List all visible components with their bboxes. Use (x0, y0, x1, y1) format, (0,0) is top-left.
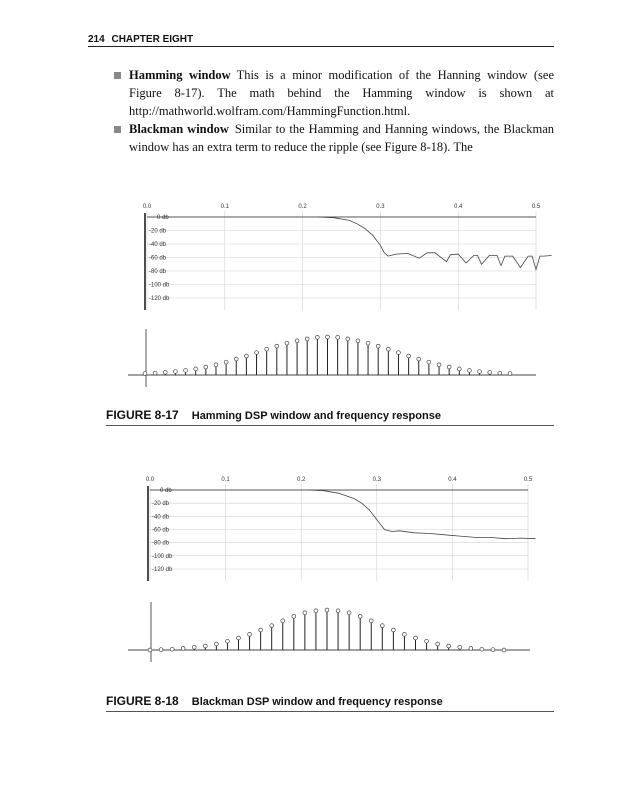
stem-marker (488, 370, 492, 374)
bullet-term: Hamming window (129, 68, 231, 82)
y-tick-label: 0 db (160, 488, 172, 494)
stem-marker (502, 648, 506, 652)
stem-marker (498, 371, 502, 375)
stem-marker (380, 624, 384, 628)
stem-marker (346, 337, 350, 341)
stem-marker (458, 645, 462, 649)
stem-marker (480, 647, 484, 651)
stem-marker (214, 363, 218, 367)
stem-marker (437, 363, 441, 367)
stem-marker (226, 639, 230, 643)
y-tick-label: -120 db (149, 296, 170, 302)
stem-marker (170, 647, 174, 651)
stem-marker (143, 372, 147, 376)
y-tick-label: -120 db (152, 567, 173, 573)
y-tick-label: 0 db (157, 215, 169, 221)
x-tick-label: 0.4 (454, 204, 463, 210)
y-tick-label: -80 db (149, 269, 167, 275)
stem-marker (356, 339, 360, 343)
stem-marker (259, 628, 263, 632)
stem-marker (425, 639, 429, 643)
x-tick-label: 0.0 (142, 204, 152, 210)
bullet-text: This is a minor modification of the Hanning window (see Figure 8-17). The math behind the Hamming window is shown at http://mathworld.wolfram.com/HammingFunction.html. (129, 68, 554, 118)
stem-marker (248, 633, 252, 637)
chapter-title: CHAPTER EIGHT (111, 34, 194, 45)
stem-marker (414, 636, 418, 640)
stem-marker (163, 370, 167, 374)
figure-caption-8-17 (106, 408, 554, 426)
stem-marker (325, 608, 329, 612)
figure-number: FIGURE 8-17 (106, 408, 179, 422)
y-tick-label: -40 db (152, 514, 170, 521)
stem-marker (376, 344, 380, 348)
stem-marker (447, 365, 451, 369)
page-number: 214 (88, 34, 105, 45)
stem-marker (403, 633, 407, 637)
stem-marker (214, 642, 218, 646)
stem-marker (281, 619, 285, 623)
bullet-text: Similar to the Hamming and Hanning windows, the Blackman window has an extra term to reduce the ripple (see Figure 8-18). The (129, 122, 554, 154)
stem-marker (275, 344, 279, 348)
stem-marker (303, 611, 307, 615)
stem-marker (491, 648, 495, 652)
stem-marker (314, 609, 318, 613)
stem-marker (174, 370, 178, 374)
bullet-term: Blackman window (129, 122, 229, 136)
stem-marker (315, 335, 319, 339)
stem-marker (326, 335, 330, 339)
stem-marker (192, 645, 196, 649)
response-line (318, 217, 551, 270)
stem-marker (508, 372, 512, 376)
y-tick-label: -100 db (149, 282, 170, 289)
stem-marker (407, 354, 411, 358)
stem-marker (194, 367, 198, 371)
stem-marker (436, 642, 440, 646)
stem-marker (468, 369, 472, 373)
stem-marker (234, 357, 238, 361)
x-tick-label: 0.5 (523, 477, 533, 483)
response-line (309, 490, 536, 539)
stem-marker (478, 370, 482, 374)
x-tick-label: 0.1 (221, 477, 230, 483)
x-tick-label: 0.3 (372, 477, 381, 483)
stem-marker (244, 354, 248, 358)
stem-marker (366, 341, 370, 345)
y-tick-label: -20 db (149, 228, 167, 235)
stem-marker (184, 369, 188, 373)
stem-marker (427, 360, 431, 364)
stem-marker (336, 335, 340, 339)
stem-marker (159, 648, 163, 652)
figure-caption-text: Blackman DSP window and frequency response (191, 696, 443, 708)
stem-marker (447, 644, 451, 648)
stem-marker (358, 615, 362, 619)
stem-marker (292, 615, 296, 619)
stem-marker (153, 371, 157, 375)
stem-marker (391, 628, 395, 632)
stem-marker (204, 365, 208, 369)
x-tick-label: 0.2 (298, 204, 307, 210)
y-tick-label: -100 db (152, 553, 173, 560)
figure-caption-text: Hamming DSP window and frequency response (191, 410, 441, 422)
stem-marker (336, 609, 340, 613)
stem-marker (386, 347, 390, 351)
stem-marker (148, 648, 152, 652)
y-tick-label: -80 db (152, 540, 170, 547)
x-tick-label: 0.1 (220, 204, 229, 210)
x-tick-label: 0.4 (448, 477, 457, 483)
stem-marker (265, 347, 269, 351)
stem-marker (181, 647, 185, 651)
stem-marker (417, 357, 421, 361)
x-tick-label: 0.3 (376, 204, 385, 210)
stem-marker (255, 351, 259, 355)
y-tick-label: -60 db (152, 527, 170, 534)
stem-marker (305, 337, 309, 341)
stem-marker (457, 367, 461, 371)
stem-marker (397, 351, 401, 355)
stem-marker (270, 624, 274, 628)
stem-marker (224, 360, 228, 364)
stem-marker (285, 341, 289, 345)
x-tick-label: 0.2 (297, 477, 306, 483)
figure-caption-8-18 (106, 694, 554, 712)
stem-marker (203, 644, 207, 648)
stem-marker (237, 636, 241, 640)
stem-marker (469, 647, 473, 651)
y-tick-label: -40 db (149, 242, 167, 248)
stem-marker (369, 619, 373, 623)
stem-marker (295, 339, 299, 343)
stem-marker (347, 611, 351, 615)
x-tick-label: 0.5 (531, 204, 541, 210)
y-tick-label: -20 db (152, 501, 170, 508)
y-tick-label: -60 db (149, 255, 167, 262)
x-tick-label: 0.0 (145, 477, 155, 483)
figure-number: FIGURE 8-18 (106, 694, 179, 708)
